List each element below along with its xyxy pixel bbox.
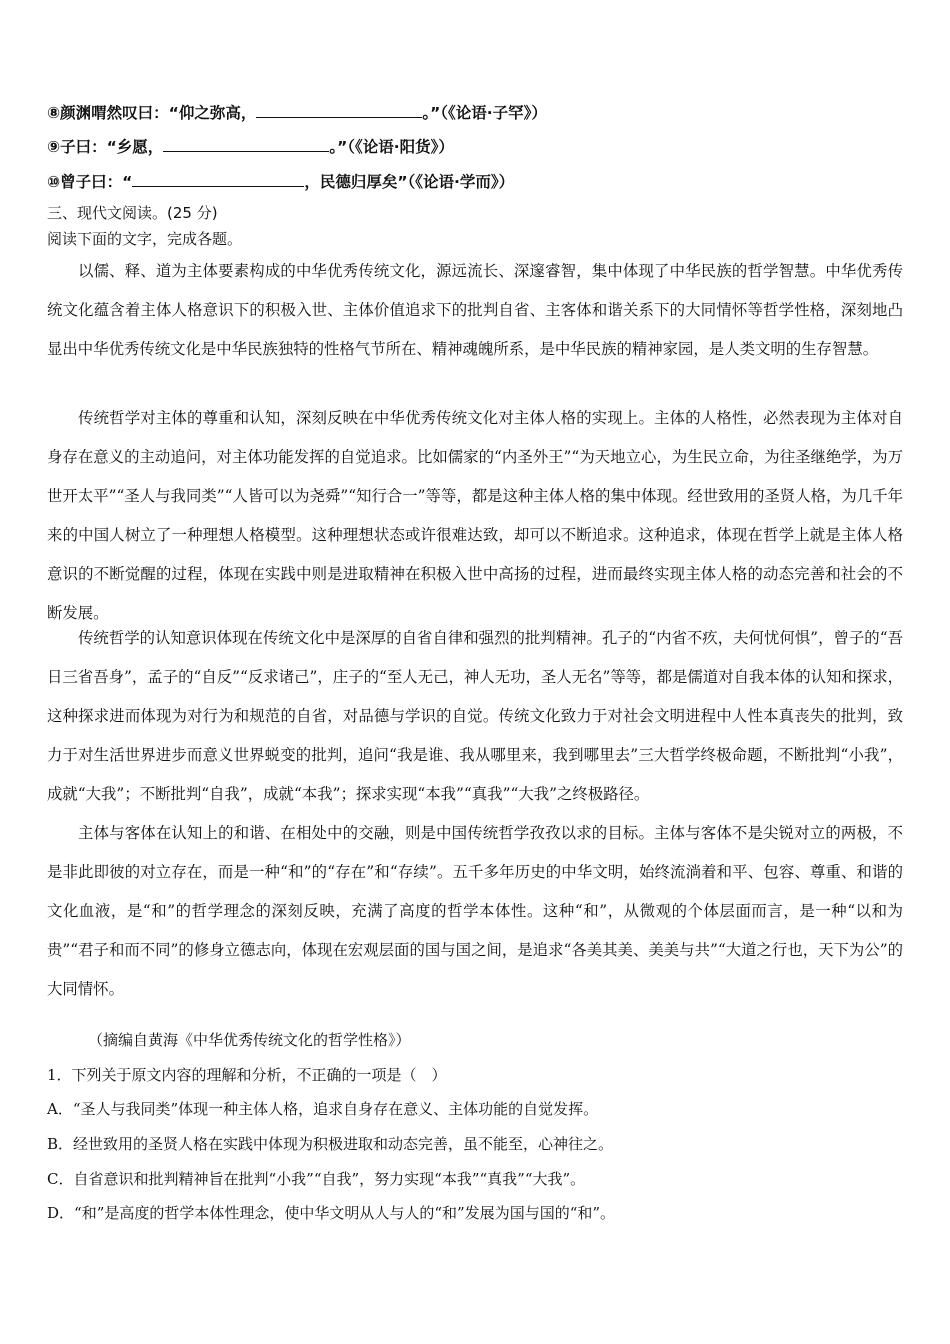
passage-paragraph-3: 传统哲学的认知意识体现在传统文化中是深厚的自省自律和强烈的批判精神。孔子的“内省不疚，夫何忧何惧”，曾子的“吾日三省吾身”，孟子的“自反”“反求诸己”，庄子的“至人无己，神人无功，圣人无名”等等，都是儒道对自我本体的认知和探求，这种探求进而体现为对行为和规范的自省，对品德与学识的自觉。传统文化致力于对社会文明进程中人性本真丧失的批判，致力于对生活世界进步而意义世界蜕变的批判，追问“我是谁、我从哪里来，我到哪里去”三大哲学终极命题，不断批判“小我”，成就“大我”；不断批判“自我”，成就“本我”；探求实现“本我”“真我”“大我”之终极路径。 — [47, 629, 903, 803]
option-d[interactable]: D．“和”是高度的哲学本体性理念，使中华文明从人与人的“和”发展为国与国的“和”。 — [47, 1204, 616, 1222]
option-c[interactable]: C．自省意识和批判精神旨在批判“小我”“自我”，努力实现“本我”“真我”“大我”。 — [47, 1170, 586, 1188]
section-title: 三、现代文阅读。(25 分) — [47, 204, 218, 222]
item-text-after: ，民德归厚矣”（《论语·学而》） — [304, 173, 515, 191]
answer-blank[interactable] — [163, 137, 329, 152]
item-text-after: 。”（《论语·阳货》） — [329, 138, 454, 156]
passage-paragraph-2: 传统哲学对主体的尊重和认知，深刻反映在中华优秀传统文化对主体人格的实现上。主体的人格性，必然表现为主体对自身存在意义的主动追问，对主体功能发挥的自觉追求。比如儒家的“内圣外王”“为天地立心，为生民立命，为往圣继绝学，为万世开太平”“圣人与我同类”“人皆可以为尧舜”“知行合一”等等，都是这种主体人格的集中体现。经世致用的圣贤人格，为几千年来的中国人树立了一种理想人格模型。这种理想状态或许很难达致，却可以不断追求。这种追求，体现在哲学上就是主体人格意识的不断觉醒的过程，体现在实践中则是进取精神在积极入世中高扬的过程，进而最终实现主体人格的动态完善和社会的不断发展。 — [47, 409, 903, 622]
option-b[interactable]: B．经世致用的圣贤人格在实践中体现为积极进取和动态完善，虽不能至，心神往之。 — [47, 1135, 614, 1153]
passage-source: （摘编自黄海《中华优秀传统文化的哲学性格》） — [88, 1031, 411, 1049]
passage-paragraph-1: 以儒、释、道为主体要素构成的中华优秀传统文化，源远流长、深邃睿智，集中体现了中华民族的哲学智慧。中华优秀传统文化蕴含着主体人格意识下的积极入世、主体价值追求下的批判自省、主客体和谐关系下的大同情怀等哲学性格，深刻地凸显出中华优秀传统文化是中华民族独特的性格气节所在、精神魂魄所系，是中华民族的精神家园，是人类文明的生存智慧。 — [47, 262, 903, 358]
fill-in-item-9 — [47, 135, 454, 157]
item-text-before: 颜渊喟然叹曰：“仰之弥高， — [60, 104, 257, 122]
instruction: 阅读下面的文字，完成各题。 — [47, 230, 243, 248]
item-text-before: 曾子曰：“ — [60, 173, 133, 191]
item-marker: ⑧ — [47, 104, 61, 122]
fill-in-item-8 — [47, 101, 547, 123]
item-marker: ⑨ — [47, 138, 61, 156]
passage-paragraph-4: 主体与客体在认知上的和谐、在相处中的交融，则是中国传统哲学孜孜以求的目标。主体与客体不是尖锐对立的两极，不是非此即彼的对立存在，而是一种“和”的“存在”和“存续”。五千多年历史的中华文明，始终流淌着和平、包容、尊重、和谐的文化血液，是“和”的哲学理念的深刻反映，充满了高度的哲学本体性。这种“和”，从微观的个体层面而言，是一种“以和为贵”“君子和而不同”的修身立德志向，体现在宏观层面的国与国之间，是追求“各美其美、美美与共”“大道之行也，天下为公”的大同情怀。 — [47, 824, 903, 998]
answer-blank[interactable] — [256, 103, 422, 118]
item-marker: ⑩ — [47, 173, 61, 191]
item-text-after: 。”（《论语·子罕》） — [422, 104, 547, 122]
item-text-before: 子曰：“乡愿， — [60, 138, 164, 156]
option-a[interactable]: A．“圣人与我同类”体现一种主体人格，追求自身存在意义、主体功能的自觉发挥。 — [47, 1100, 599, 1118]
answer-blank[interactable] — [132, 172, 304, 187]
question-stem: 1．下列关于原文内容的理解和分析，不正确的一项是（ ） — [47, 1066, 447, 1084]
fill-in-item-10 — [47, 170, 514, 192]
